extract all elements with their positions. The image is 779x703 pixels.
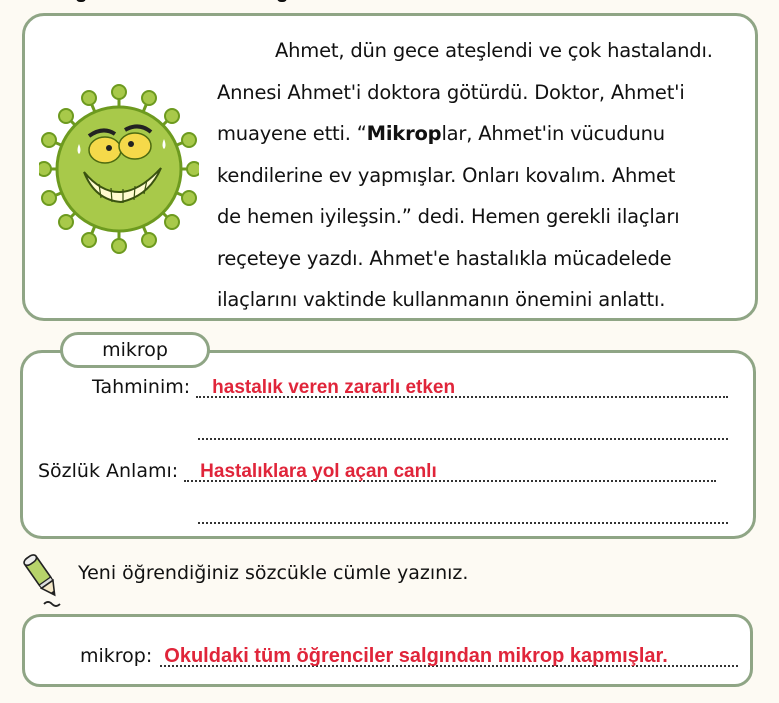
story-line: reçeteye yazdı. Ahmet'e hastalıkla mücadelede: [217, 246, 672, 270]
cropped-glyph: [277, 0, 287, 2]
sentence-input[interactable]: [160, 643, 738, 667]
dictionary-input[interactable]: [184, 458, 716, 482]
dictionary-input-line-2[interactable]: [198, 500, 728, 524]
guess-label: Tahminim:: [92, 376, 191, 398]
story-line: ilaçlarını vaktinde kullanmanın önemini anlattı.: [217, 288, 666, 311]
cropped-glyph: [76, 0, 86, 2]
story-line: Ahmet, dün gece ateşlendi ve çok hastalandı.: [275, 39, 713, 62]
sentence-answer: Okuldaki tüm öğrenciler salgından mikrop kapmışlar.: [164, 645, 668, 667]
guess-input[interactable]: [196, 374, 728, 398]
cropped-previous-text: [0, 0, 779, 2]
sentence-label: mikrop:: [80, 645, 153, 667]
dictionary-row-2: [198, 500, 728, 524]
story-line: [217, 113, 757, 155]
story-paragraph: [217, 30, 757, 321]
guess-row-2: [198, 416, 728, 440]
story-line-start: muayene etti. “: [217, 122, 367, 145]
guess-input-line-2[interactable]: [198, 416, 728, 440]
instruction-text: Yeni öğrendiğiniz sözcükle cümle yazınız.: [78, 562, 469, 584]
story-line: Annesi Ahmet'i doktora götürdü. Doktor, Ahmet'i: [217, 80, 685, 104]
pencil-icon: [22, 548, 66, 608]
story-line: kendilerine ev yapmışlar. Onları kovalım. Ahmet: [217, 163, 676, 187]
germ-virus-icon: [39, 84, 199, 254]
story-box: [22, 13, 758, 321]
vocab-word-tab: mikrop: [60, 332, 210, 368]
story-line-end: lar, Ahmet'in vücudunu: [441, 122, 665, 145]
dictionary-label: Sözlük Anlamı:: [38, 460, 179, 482]
guess-row: [92, 374, 728, 398]
keyword-mikrop: Mikrop: [366, 122, 442, 145]
sentence-row: [80, 643, 738, 667]
guess-answer: hastalık veren zararlı etken: [212, 377, 456, 398]
dictionary-answer: Hastalıklara yol açan canlı: [200, 461, 437, 482]
story-line: de hemen iyileşsin.” dedi. Hemen gerekli ilaçları: [217, 205, 680, 228]
dictionary-row: [38, 458, 716, 482]
